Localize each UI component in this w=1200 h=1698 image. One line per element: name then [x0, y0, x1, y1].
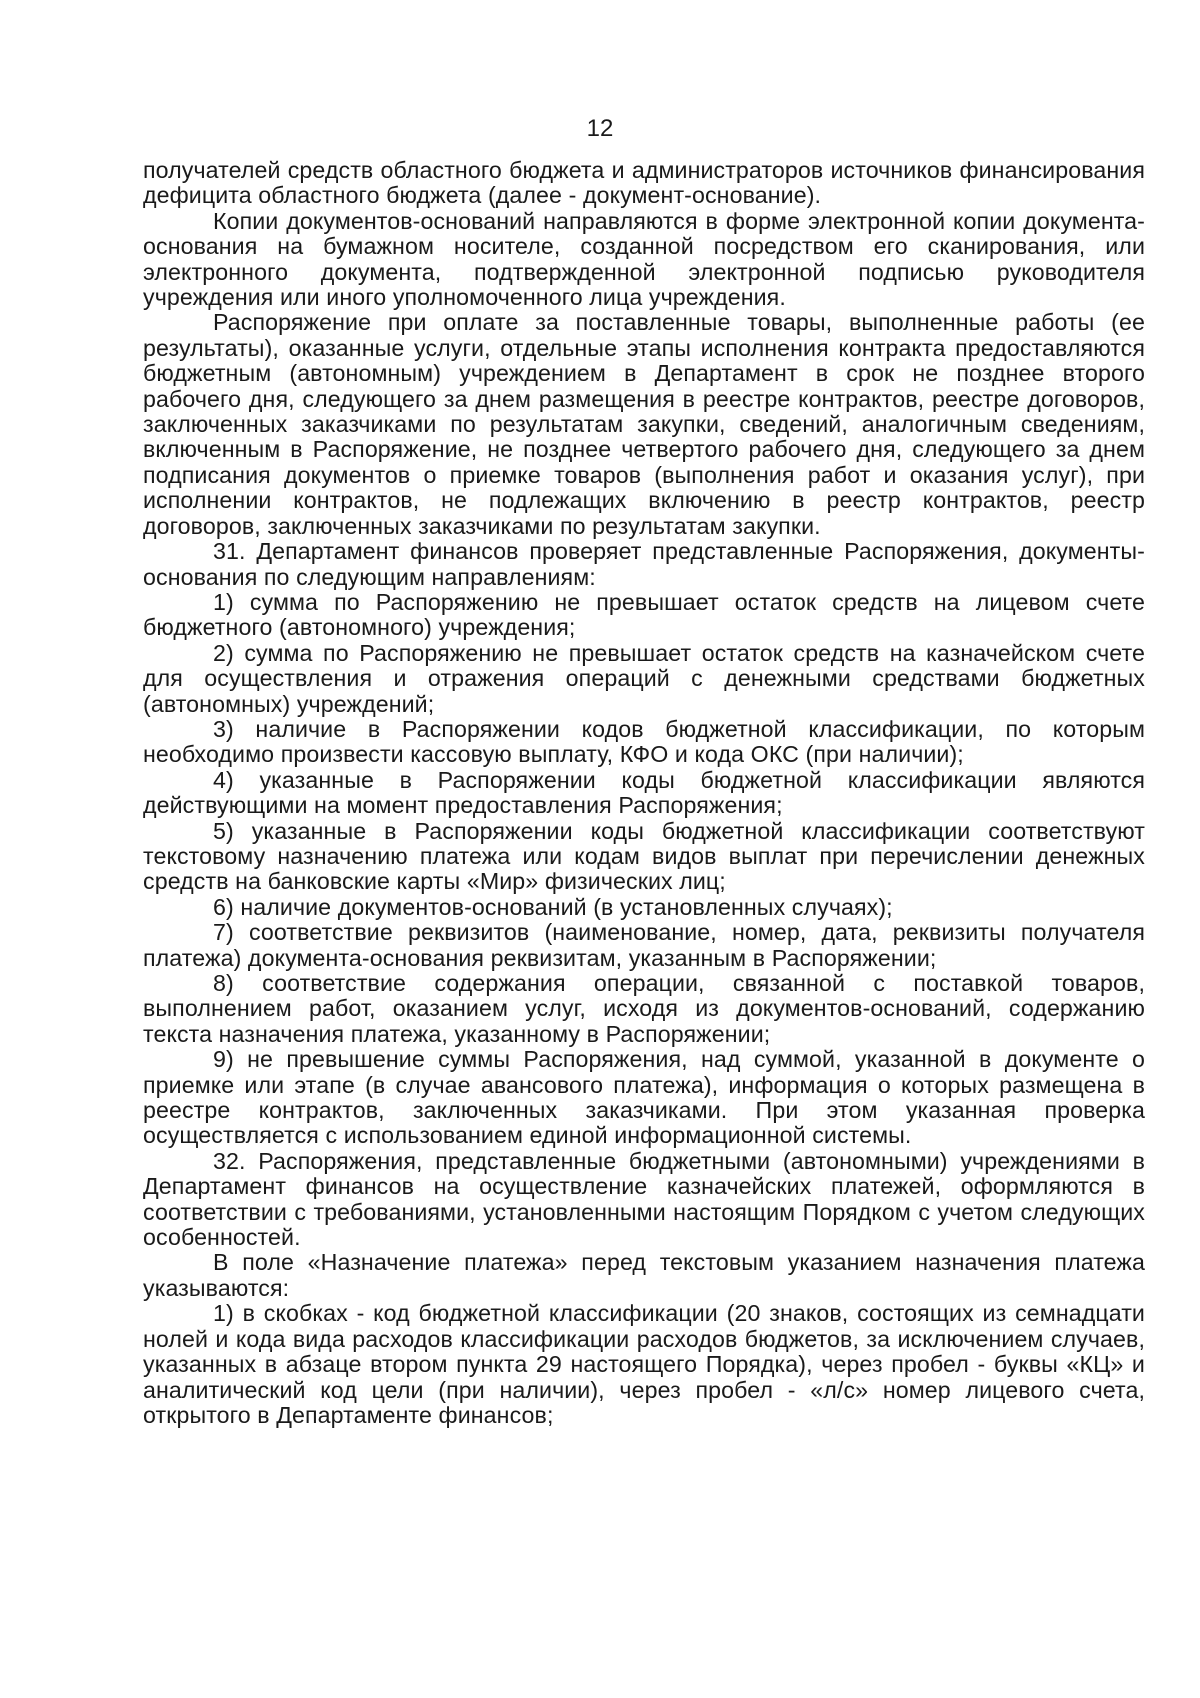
paragraph-copies: Копии документов-оснований направляются в форме электронной копии документа-основания на бумажном носителе, созданной посредством его сканирования, или электронного документа, подтвержденной электронной подписью руководителя учреждения или иного уполномоченного лица учреждения. [143, 207, 1145, 311]
paragraph-continuation: получателей средств областного бюджета и администраторов источников финансирования дефицита областного бюджета (далее - документ-основание). [143, 157, 1145, 209]
list-item-9: 9) не превышение суммы Распоряжения, над суммой, указанной в документе о приемке или этапе (в случае авансового платежа), информация о которых размещена в реестре контрактов, заключенных заказчиками. При этом указанная проверка осуществляется с использованием единой информационной системы. [143, 1046, 1145, 1149]
paragraph-payment-purpose: В поле «Назначение платежа» перед текстовым указанием назначения платежа указываются: [143, 1249, 1145, 1301]
list-item-7: 7) соответствие реквизитов (наименование, номер, дата, реквизиты получателя платежа) документа-основания реквизитам, указанным в Распоряжении; [143, 919, 1145, 971]
paragraph-deadline: Распоряжение при оплате за поставленные товары, выполненные работы (ее результаты), оказанные услуги, отдельные этапы исполнения контракта предоставляются бюджетным (автономным) учреждением в Департамент в срок не позднее второго рабочего дня, следующего за днем размещения в реестре контрактов, реестре договоров, заключенных заказчиками по результатам закупки, сведений, аналогичным сведениям, включенным в Распоряжение, не позднее четвертого рабочего дня, следующего за днем подписания документов о приемке товаров (выполнения работ и оказания услуг), при исполнении контрактов, не подлежащих включению в реестр контрактов, реестр договоров, заключенных заказчиками по результатам закупки. [143, 309, 1145, 539]
page-number: 12 [586, 115, 614, 142]
paragraph-item-31: 31. Департамент финансов проверяет представленные Распоряжения, документы-основания по следующим направлениям: [143, 538, 1145, 590]
document-body [143, 158, 1145, 1428]
list-item-5: 5) указанные в Распоряжении коды бюджетной классификации соответствуют текстовому назначению платежа или кодам видов выплат при перечислении денежных средств на банковские карты «Мир» физических лиц; [143, 817, 1145, 895]
list-item-6: 6) наличие документов-оснований (в установленных случаях); [213, 893, 893, 920]
list-item-2: 2) сумма по Распоряжению не превышает остаток средств на казначейском счете для осуществления и отражения операций с денежными средствами бюджетных (автономных) учреждений; [143, 639, 1145, 717]
list-item-1: 1) сумма по Распоряжению не превышает остаток средств на лицевом счете бюджетного (автономного) учреждения; [143, 588, 1145, 641]
list-item-3: 3) наличие в Распоряжении кодов бюджетной классификации, по которым необходимо произвести кассовую выплату, КФО и кода ОКС (при наличии); [143, 715, 1145, 768]
list-item-purpose-1: 1) в скобках - код бюджетной классификации (20 знаков, состоящих из семнадцати нолей и кода вида расходов классификации расходов бюджетов, за исключением случаев, указанных в абзаце втором пункта 29 настоящего Порядка), через пробел - буквы «КЦ» и аналитический код цели (при наличии), через пробел - «л/с» номер лицевого счета, открытого в Департаменте финансов; [143, 1300, 1145, 1428]
list-item-4: 4) указанные в Распоряжении коды бюджетной классификации являются действующими на момент предоставления Распоряжения; [143, 766, 1145, 819]
list-item-8: 8) соответствие содержания операции, связанной с поставкой товаров, выполнением работ, оказанием услуг, исходя из документов-оснований, содержанию текста назначения платежа, указанному в Распоряжении; [143, 970, 1145, 1047]
paragraph-item-32: 32. Распоряжения, представленные бюджетными (автономными) учреждениями в Департамент финансов на осуществление казначейских платежей, оформляются в соответствии с требованиями, установленными настоящим Порядком с учетом следующих особенностей. [143, 1147, 1145, 1251]
